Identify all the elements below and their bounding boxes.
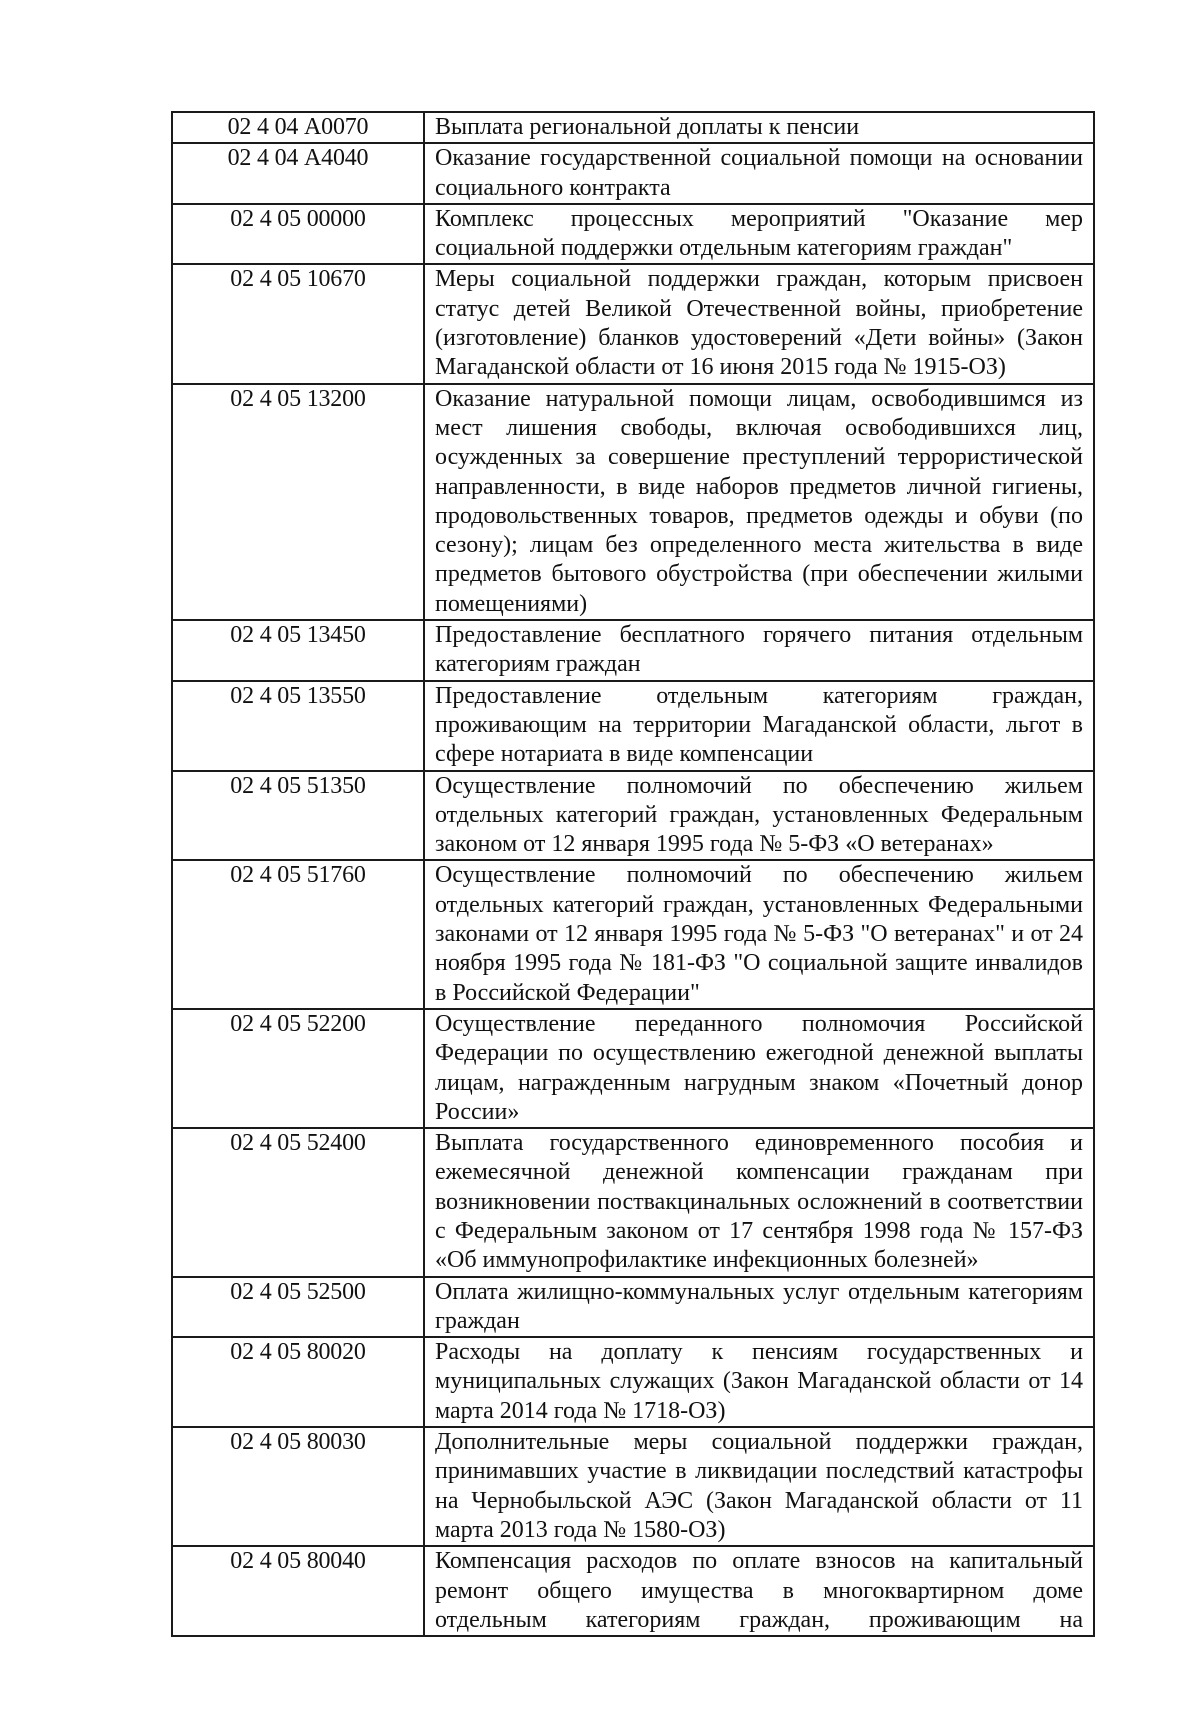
table-row bbox=[172, 1337, 1094, 1427]
row-code: 02 4 05 52400 bbox=[172, 1128, 424, 1276]
row-description: Осуществление переданного полномочия Российской Федерации по осуществлению ежегодной денежной выплаты лицам, награжденным нагрудным знаком «Почетный донор России» bbox=[424, 1009, 1094, 1128]
row-description: Предоставление бесплатного горячего питания отдельным категориям граждан bbox=[424, 620, 1094, 681]
row-code: 02 4 05 13450 bbox=[172, 620, 424, 681]
row-code: 02 4 04 А4040 bbox=[172, 143, 424, 204]
table-row bbox=[172, 1277, 1094, 1338]
row-code: 02 4 05 51350 bbox=[172, 771, 424, 861]
table-row bbox=[172, 1546, 1094, 1636]
table-row bbox=[172, 143, 1094, 204]
row-description: Оказание государственной социальной помощи на основании социального контракта bbox=[424, 143, 1094, 204]
table-row bbox=[172, 860, 1094, 1008]
row-description: Осуществление полномочий по обеспечению жильем отдельных категорий граждан, установленных Федеральным законом от 12 января 1995 года № 5-ФЗ «О ветеранах» bbox=[424, 771, 1094, 861]
table-row bbox=[172, 681, 1094, 771]
row-description: Выплата региональной доплаты к пенсии bbox=[424, 112, 1094, 143]
row-description: Компенсация расходов по оплате взносов на капитальный ремонт общего имущества в многоквартирном доме отдельным категориям граждан, проживающим на bbox=[424, 1546, 1094, 1636]
row-code: 02 4 05 13200 bbox=[172, 384, 424, 620]
row-code: 02 4 05 80040 bbox=[172, 1546, 424, 1636]
table-row bbox=[172, 264, 1094, 383]
row-code: 02 4 05 51760 bbox=[172, 860, 424, 1008]
row-description: Комплекс процессных мероприятий "Оказание мер социальной поддержки отдельным категориям граждан" bbox=[424, 204, 1094, 265]
row-code: 02 4 05 80020 bbox=[172, 1337, 424, 1427]
row-description: Выплата государственного единовременного пособия и ежемесячной денежной компенсации гражданам при возникновении поствакцинальных осложнений в соответствии с Федеральным законом от 17 сентября 1998 года № 157-ФЗ «Об иммунопрофилактике инфекционных болезней» bbox=[424, 1128, 1094, 1276]
row-code: 02 4 05 13550 bbox=[172, 681, 424, 771]
row-code: 02 4 05 00000 bbox=[172, 204, 424, 265]
row-description: Осуществление полномочий по обеспечению жильем отдельных категорий граждан, установленных Федеральными законами от 12 января 1995 года № 5-ФЗ "О ветеранах" и от 24 ноября 1995 года № 181-ФЗ "О социальной защите инвалидов в Российской Федерации" bbox=[424, 860, 1094, 1008]
row-description: Оплата жилищно-коммунальных услуг отдельным категориям граждан bbox=[424, 1277, 1094, 1338]
row-code: 02 4 05 52200 bbox=[172, 1009, 424, 1128]
table-row bbox=[172, 204, 1094, 265]
table-row bbox=[172, 112, 1094, 143]
table-row bbox=[172, 620, 1094, 681]
table-row bbox=[172, 1427, 1094, 1546]
row-code: 02 4 05 10670 bbox=[172, 264, 424, 383]
row-description: Дополнительные меры социальной поддержки граждан, принимавших участие в ликвидации последствий катастрофы на Чернобыльской АЭС (Закон Магаданской области от 11 марта 2013 года № 1580-ОЗ) bbox=[424, 1427, 1094, 1546]
budget-classification-table bbox=[171, 111, 1095, 1637]
row-description: Меры социальной поддержки граждан, которым присвоен статус детей Великой Отечественной войны, приобретение (изготовление) бланков удостоверений «Дети войны» (Закон Магаданской области от 16 июня 2015 года № 1915-ОЗ) bbox=[424, 264, 1094, 383]
row-code: 02 4 05 52500 bbox=[172, 1277, 424, 1338]
row-description: Расходы на доплату к пенсиям государственных и муниципальных служащих (Закон Магаданской области от 14 марта 2014 года № 1718-ОЗ) bbox=[424, 1337, 1094, 1427]
row-description: Оказание натуральной помощи лицам, освободившимся из мест лишения свободы, включая освободившихся лиц, осужденных за совершение преступлений террористической направленности, в виде наборов предметов личной гигиены, продовольственных товаров, предметов одежды и обуви (по сезону); лицам без определенного места жительства в виде предметов бытового обустройства (при обеспечении жилыми помещениями) bbox=[424, 384, 1094, 620]
table-row bbox=[172, 771, 1094, 861]
row-description: Предоставление отдельным категориям граждан, проживающим на территории Магаданской области, льгот в сфере нотариата в виде компенсации bbox=[424, 681, 1094, 771]
table-row bbox=[172, 1009, 1094, 1128]
row-code: 02 4 04 А0070 bbox=[172, 112, 424, 143]
table-row bbox=[172, 1128, 1094, 1276]
row-code: 02 4 05 80030 bbox=[172, 1427, 424, 1546]
table-row bbox=[172, 384, 1094, 620]
